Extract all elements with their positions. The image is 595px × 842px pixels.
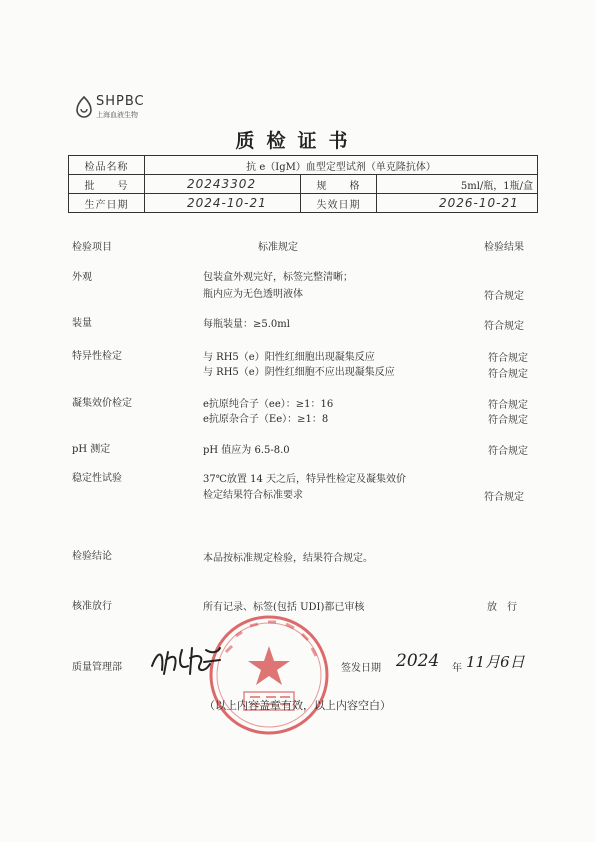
release-result: 放 行: [487, 602, 517, 613]
item-result: 符合规定: [484, 492, 524, 503]
item-standard-line: 每瓶装量：≥5.0ml: [203, 319, 290, 330]
item-name: pH 测定: [72, 444, 111, 455]
item-standard-line: 包装盒外观完好，标签完整清晰；: [203, 272, 353, 283]
item-result: 符合规定: [488, 446, 528, 457]
item-standard-line: 瓶内应为无色透明液体: [203, 289, 303, 300]
item-name: 稳定性试验: [72, 473, 122, 484]
item-result: 符合规定: [488, 353, 528, 364]
item-standard-line: 检定结果符合标准要求: [203, 490, 303, 501]
conclusion-text: 本品按标准规定检验，结果符合规定。: [203, 553, 373, 564]
batch-row: [69, 175, 538, 194]
item-result: 符合规定: [488, 400, 528, 411]
release-label: 核准放行: [72, 601, 112, 612]
exp-date-value: 2026-10-21: [377, 194, 538, 213]
sign-month-day: 11月6日: [466, 653, 525, 671]
handwritten-signature: [148, 640, 224, 680]
conclusion-label: 检验结论: [72, 551, 112, 562]
item-standard-line: 与 RH5（e）阳性红细胞出现凝集反应: [203, 352, 375, 363]
product-label: 检品名称: [69, 156, 145, 175]
company-logo: [74, 92, 154, 124]
footer-note: （以上内容盖章有效，以上内容空白）: [204, 699, 391, 712]
col-standard-header: 标准规定: [258, 242, 298, 253]
page-title: 质检证书: [235, 130, 360, 152]
item-result: 符合规定: [484, 321, 524, 332]
mfg-date-value: 2024-10-21: [145, 194, 301, 213]
mfg-date-label: 生产日期: [69, 194, 145, 213]
item-standard-line: 与 RH5（e）阴性红细胞不应出现凝集反应: [203, 367, 395, 378]
spec-label: 规 格: [301, 175, 377, 194]
item-name: 特异性检定: [72, 351, 122, 362]
product-row: [69, 156, 538, 175]
sign-year: 2024: [396, 651, 440, 671]
release-text: 所有记录、标签(包括 UDI)都已审核: [203, 602, 365, 613]
date-row: [69, 194, 538, 213]
exp-date-label: 失效日期: [301, 194, 377, 213]
official-seal-stamp: [206, 612, 332, 738]
batch-value: 20243302: [145, 175, 301, 194]
item-standard-line: pH 值应为 6.5-8.0: [203, 445, 290, 456]
sign-year-unit: 年: [452, 663, 462, 674]
sign-date-label: 签发日期: [341, 663, 381, 674]
item-result: 符合规定: [488, 369, 528, 380]
item-standard-line: e抗原杂合子（Ee）：≥1：8: [203, 414, 329, 425]
logo-mark-icon: [74, 96, 94, 118]
spec-value: 5ml/瓶，1瓶/盒: [377, 175, 538, 194]
item-result: 符合规定: [488, 415, 528, 426]
item-name: 凝集效价检定: [72, 398, 132, 409]
logo-subtitle: 上海血液生物: [96, 111, 138, 119]
item-standard-line: e抗原纯合子（ee）：≥1：16: [203, 399, 334, 410]
product-value: 抗 e（IgM）血型定型试剂（单克隆抗体）: [145, 156, 538, 175]
item-name: 外观: [72, 272, 92, 283]
product-info-table: [68, 155, 538, 213]
item-standard-line: 37℃放置 14 天之后，特异性检定及凝集效价: [203, 474, 406, 485]
col-item-header: 检验项目: [72, 242, 112, 253]
logo-name: SHPBC: [96, 94, 145, 109]
quality-manager-label: 质量管理部: [72, 662, 122, 673]
item-result: 符合规定: [484, 291, 524, 302]
batch-label: 批 号: [69, 175, 145, 194]
item-name: 装量: [72, 318, 92, 329]
col-result-header: 检验结果: [484, 242, 524, 253]
